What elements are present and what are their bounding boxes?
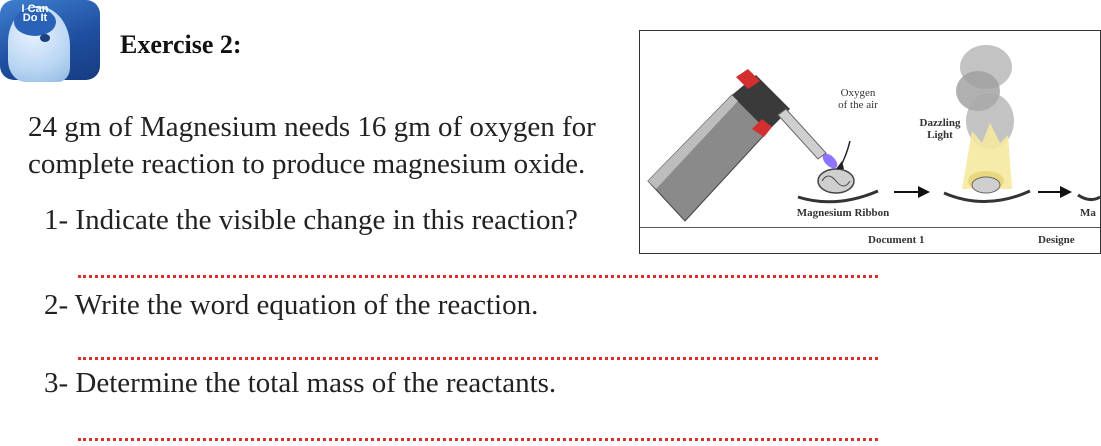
reaction-illustration (640, 31, 1100, 227)
dazzling-light-label (912, 117, 968, 141)
figure-caption: Document 1 (868, 234, 925, 246)
answer-line-2[interactable] (78, 347, 878, 360)
product-label-cut: Ma (1080, 207, 1096, 219)
arrow-icon (1060, 186, 1072, 198)
question-2 (44, 289, 538, 322)
logo-text (17, 5, 53, 23)
document-1-figure (639, 30, 1101, 254)
question-3 (44, 367, 556, 400)
thought-dot-icon (40, 34, 50, 42)
i-can-do-it-logo (0, 0, 100, 80)
gas-lighter-icon (648, 69, 840, 221)
answer-line-3[interactable] (78, 428, 878, 441)
oxygen-label-line-1: Oxygen (840, 87, 876, 99)
logo-line-2: Do It (22, 12, 48, 24)
arrow-icon (918, 186, 930, 198)
question-number: 3- (44, 367, 69, 399)
answer-line-1[interactable] (78, 265, 878, 278)
dazzling-label-line-2: Light (927, 129, 953, 141)
designer-credit: Designe (1038, 234, 1075, 246)
oxygen-label-line-2: of the air (838, 99, 878, 111)
question-number: 1- (44, 204, 69, 236)
question-text: Determine the total mass of the reactants. (75, 367, 557, 399)
exercise-intro: 24 gm of Magnesium needs 16 gm of oxygen for complete reaction to produce magnesium oxide. (28, 111, 596, 180)
question-number: 2- (44, 289, 69, 321)
magnesium-ribbon-label: Magnesium Ribbon (796, 207, 890, 219)
logo-line-1: I Can (21, 3, 49, 15)
oxygen-label (828, 87, 888, 111)
question-text: Indicate the visible change in this reaction? (75, 204, 578, 236)
question-text: Write the word equation of the reaction. (74, 289, 539, 321)
question-1 (44, 204, 578, 237)
dazzling-label-line-1: Dazzling (919, 117, 961, 129)
exercise-title: Exercise 2: (120, 30, 242, 59)
figure-caption-bar (640, 227, 1100, 246)
